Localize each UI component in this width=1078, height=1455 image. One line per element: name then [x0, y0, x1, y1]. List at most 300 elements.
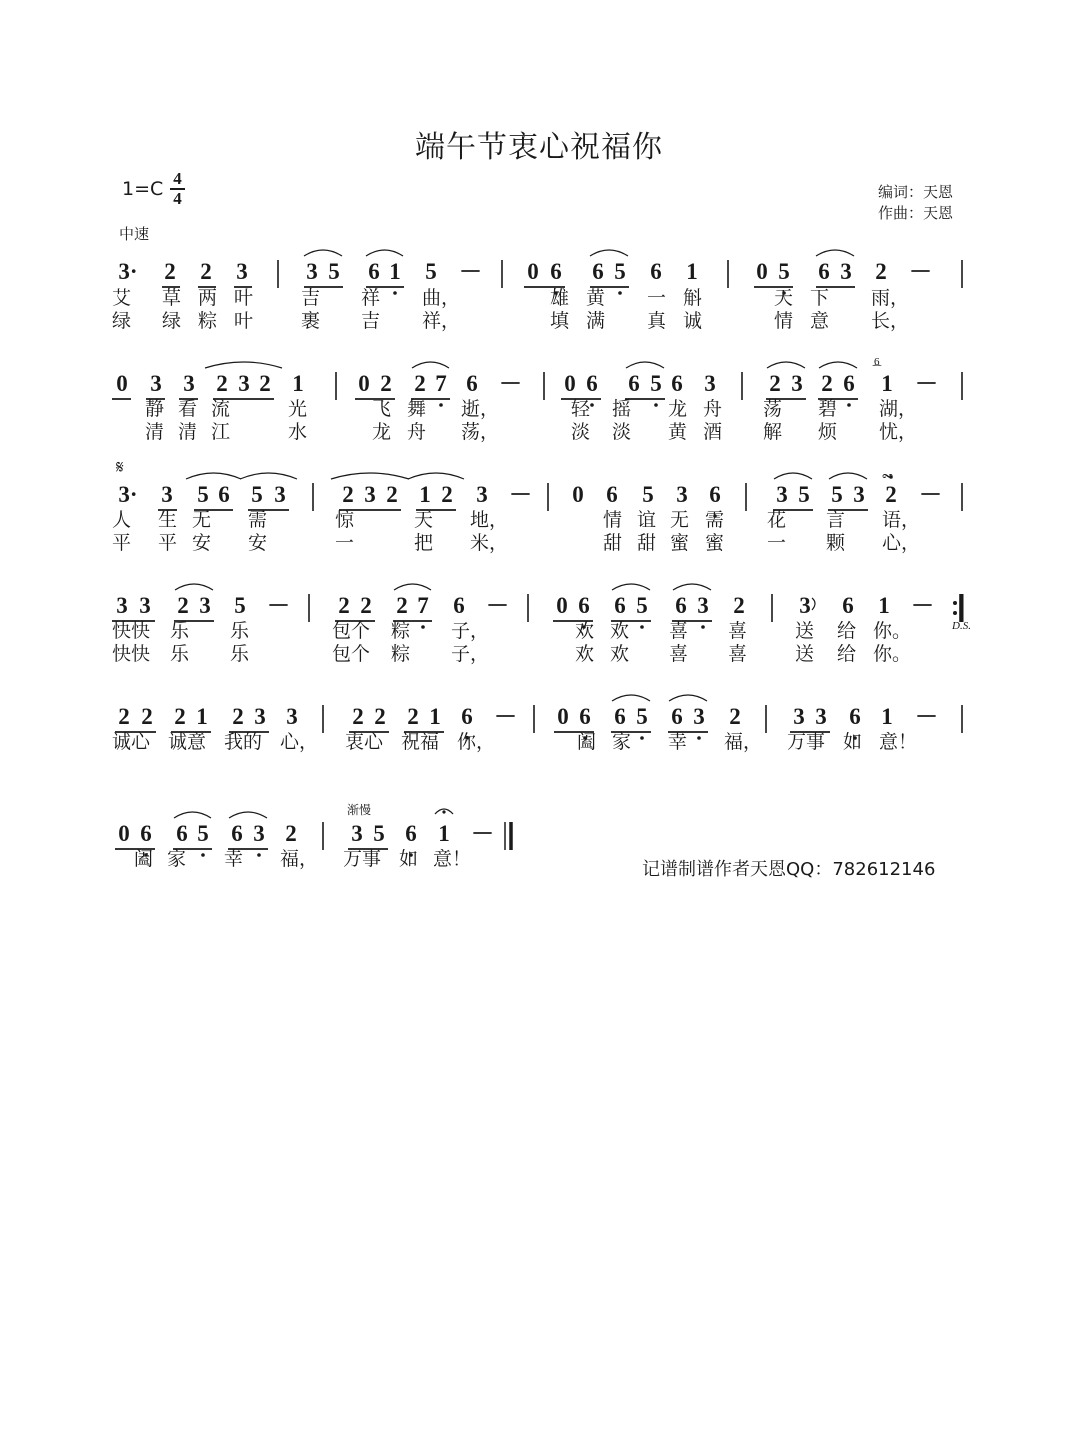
note: 0 — [116, 371, 128, 396]
note: 0 — [118, 821, 130, 846]
lyric-syllable: 甜 — [603, 532, 623, 554]
key-signature: 1=C — [122, 178, 164, 200]
note: 6 — [466, 371, 478, 396]
lyric-syllable: 黄 — [668, 421, 688, 443]
credits — [878, 182, 953, 224]
note: 6 — [579, 704, 591, 729]
note: 7 — [435, 371, 447, 396]
note: 3 — [693, 704, 705, 729]
lyric-syllable: 安 — [192, 532, 212, 554]
note: 3 — [238, 371, 250, 396]
lyric-syllable: 如 — [399, 848, 419, 870]
octave-down-dot — [618, 291, 622, 295]
note: － — [509, 482, 532, 507]
note: 3 — [116, 593, 128, 618]
note: 0 — [557, 704, 569, 729]
note: － — [915, 704, 938, 729]
lyric-syllable: 忧， — [879, 421, 918, 443]
lyric-syllable: 绿 — [112, 310, 132, 332]
lyric-syllable: 语， — [882, 509, 921, 531]
note: 1 — [292, 371, 304, 396]
lyric-syllable: 真 — [647, 310, 667, 332]
lyric-syllable: 江 — [211, 421, 231, 443]
note: 3 — [704, 371, 716, 396]
lyric-syllable: 烦 — [818, 421, 838, 443]
lyric-syllable: 酒 — [703, 421, 723, 443]
lyric-syllable: 叶 — [234, 287, 254, 309]
octave-down-dot — [701, 625, 705, 629]
note: 2 — [821, 371, 833, 396]
note: － — [486, 593, 509, 618]
ds-marking: D.S. — [952, 620, 971, 632]
note: 1 — [419, 482, 431, 507]
lyric-syllable: 光 — [288, 398, 308, 420]
lyric-syllable: 包个 — [332, 643, 371, 665]
tempo-change-marking: 渐慢 — [347, 803, 372, 817]
note: 3 — [799, 593, 811, 618]
score-row — [0, 703, 1078, 833]
lyric-syllable: 需 — [248, 509, 268, 531]
note: 0 — [358, 371, 370, 396]
lyric-syllable: 摇 — [612, 398, 632, 420]
note: 3 — [793, 704, 805, 729]
lyric-syllable: 欢 — [610, 620, 630, 642]
note: 5 — [614, 259, 626, 284]
note: 2 — [285, 821, 297, 846]
note: 5 — [798, 482, 810, 507]
note: 6 — [606, 482, 618, 507]
note: 5 — [636, 593, 648, 618]
note: 2 — [232, 704, 244, 729]
score-row — [0, 820, 1078, 950]
lyric-syllable: 雄 — [550, 287, 570, 309]
note: 2 — [177, 593, 189, 618]
fermata-dot — [442, 810, 445, 813]
lyric-syllable: 蜜 — [670, 532, 690, 554]
lyric-syllable: 地， — [470, 509, 509, 531]
note: 3 — [840, 259, 852, 284]
note: 6 — [849, 704, 861, 729]
note: 1 — [881, 371, 893, 396]
lyric-syllable: 粽 — [391, 620, 411, 642]
lyric-syllable: 你。 — [873, 620, 912, 642]
note: 6 — [218, 482, 230, 507]
note: 6 — [368, 259, 380, 284]
lyric-syllable: 满 — [586, 310, 606, 332]
note: － — [911, 593, 934, 618]
note: 1 — [881, 704, 893, 729]
lyric-syllable: 填 — [550, 310, 570, 332]
note: 3 — [853, 482, 865, 507]
lyric-syllable: 情 — [774, 310, 794, 332]
mordent-mark: 𝆗 — [882, 463, 894, 485]
note: 2 — [441, 482, 453, 507]
note: 5 — [831, 482, 843, 507]
note: 6 — [405, 821, 417, 846]
lyric-syllable: 万事 — [343, 848, 382, 870]
lyric-syllable: 意！ — [879, 731, 918, 753]
note: 2 — [352, 704, 364, 729]
octave-down-dot — [847, 403, 851, 407]
note: － — [909, 259, 932, 284]
lyric-syllable: 无 — [192, 509, 212, 531]
lyric-syllable: 绿 — [162, 310, 182, 332]
octave-down-dot — [393, 291, 397, 295]
lyric-syllable: 送 — [795, 643, 815, 665]
note: 5 — [642, 482, 654, 507]
octave-down-dot — [640, 736, 644, 740]
note: 3 — [199, 593, 211, 618]
lyric-syllable: 乐 — [170, 643, 190, 665]
lyric-syllable: 荡， — [461, 421, 500, 443]
lyric-syllable: 幸 — [224, 848, 244, 870]
lyric-syllable: 天 — [774, 287, 794, 309]
note: 6 — [671, 704, 683, 729]
lyric-syllable: 甜 — [637, 532, 657, 554]
note: 2 — [200, 259, 212, 284]
lyric-syllable: 幸 — [668, 731, 688, 753]
note: 2 — [396, 593, 408, 618]
octave-down-dot — [640, 625, 644, 629]
note: 5 — [778, 259, 790, 284]
note: － — [267, 593, 290, 618]
note: 6 — [709, 482, 721, 507]
lyric-syllable: 人 — [112, 509, 132, 531]
lyric-syllable: 喜 — [728, 620, 748, 642]
octave-down-dot — [439, 403, 443, 407]
lyric-syllable: 阖 — [134, 848, 154, 870]
note: 2 — [342, 482, 354, 507]
note: 1 — [196, 704, 208, 729]
lyric-syllable: 清 — [178, 421, 198, 443]
tempo-marking: 中速 — [119, 225, 150, 243]
note: 1 — [438, 821, 450, 846]
note: 6 — [550, 259, 562, 284]
lyric-syllable: 斛 — [683, 287, 703, 309]
lyric-syllable: 花 — [767, 509, 787, 531]
note: 3 — [676, 482, 688, 507]
note: 6 — [671, 371, 683, 396]
note: 0 — [556, 593, 568, 618]
note: 2 — [733, 593, 745, 618]
lyric-syllable: 两 — [198, 287, 218, 309]
lyric-syllable: 你。 — [873, 643, 912, 665]
note: 3 — [183, 371, 195, 396]
note: 6 — [843, 371, 855, 396]
note: 5 — [234, 593, 246, 618]
lyric-syllable: 万事 — [787, 731, 826, 753]
note: 6 — [461, 704, 473, 729]
lyric-syllable: 意！ — [433, 848, 472, 870]
note: 0 — [527, 259, 539, 284]
lyric-syllable: 家 — [612, 731, 632, 753]
lyric-syllable: 把 — [414, 532, 434, 554]
note: 2 — [360, 593, 372, 618]
lyric-syllable: 荡 — [763, 398, 783, 420]
lyric-syllable: 龙 — [668, 398, 688, 420]
lyric-syllable: 天 — [414, 509, 434, 531]
lyric-syllable: 流 — [211, 398, 231, 420]
lyric-syllable: 诚意 — [168, 731, 207, 753]
lyric-syllable: 快快 — [112, 620, 151, 642]
note: 6 — [586, 371, 598, 396]
note: 5 — [650, 371, 662, 396]
lyric-syllable: 谊 — [637, 509, 657, 531]
octave-down-dot — [697, 736, 701, 740]
lyric-syllable: 静 — [145, 398, 165, 420]
segno-sign: 𝄋 — [116, 457, 124, 477]
lyric-syllable: 平 — [112, 532, 132, 554]
note: 5 — [373, 821, 385, 846]
lyric-syllable: 祥， — [422, 310, 461, 332]
lyric-syllable: 喜 — [728, 643, 748, 665]
note: 3 — [351, 821, 363, 846]
lyric-syllable: 雨， — [871, 287, 910, 309]
repeat-dot — [953, 611, 957, 615]
repeat-dot — [953, 601, 957, 605]
note: 6 — [231, 821, 243, 846]
lyric-syllable: 黄 — [586, 287, 606, 309]
lyric-syllable: 送 — [795, 620, 815, 642]
note: 2 — [380, 371, 392, 396]
lyric-syllable: 言 — [826, 509, 846, 531]
note: 6 — [592, 259, 604, 284]
lyric-syllable: 乐 — [230, 643, 250, 665]
note: 3· — [118, 482, 138, 507]
octave-down-dot — [257, 853, 261, 857]
song-title: 端午节衷心祝福你 — [415, 130, 663, 165]
note: 2 — [769, 371, 781, 396]
lyric-syllable: 衷心 — [345, 731, 384, 753]
note: 5 — [197, 482, 209, 507]
note: 2 — [118, 704, 130, 729]
note: 6 — [453, 593, 465, 618]
lyric-syllable: 清 — [145, 421, 165, 443]
lyric-syllable: 淡 — [571, 421, 591, 443]
slur-mark — [304, 250, 342, 256]
slur-mark — [816, 250, 854, 256]
note: 3 — [253, 821, 265, 846]
lyric-syllable: 如 — [843, 731, 863, 753]
note: － — [471, 821, 494, 846]
lyric-syllable: 阖 — [577, 731, 597, 753]
note: 2 — [164, 259, 176, 284]
lyric-syllable: 需 — [705, 509, 725, 531]
note: 6 — [675, 593, 687, 618]
note: 0 — [564, 371, 576, 396]
note: 1 — [878, 593, 890, 618]
note: 5 — [197, 821, 209, 846]
note: 3 — [476, 482, 488, 507]
lyric-syllable: 曲， — [422, 287, 461, 309]
octave-down-dot — [654, 403, 658, 407]
note: 2 — [407, 704, 419, 729]
note: － — [919, 482, 942, 507]
note: 3 — [274, 482, 286, 507]
note: － — [915, 371, 938, 396]
row-notation-marks — [0, 820, 1078, 950]
lyric-syllable: 心， — [882, 532, 921, 554]
lyric-syllable: 福， — [280, 848, 319, 870]
note: 0 — [756, 259, 768, 284]
lyric-syllable: 快快 — [112, 643, 151, 665]
lyric-syllable: 舟 — [407, 421, 427, 443]
lyric-syllable: 水 — [288, 421, 308, 443]
lyric-syllable: 看 — [178, 398, 198, 420]
note: 3 — [815, 704, 827, 729]
lyric-syllable: 吉 — [361, 310, 381, 332]
note: 6 — [578, 593, 590, 618]
note: 6 — [628, 371, 640, 396]
lyric-syllable: 子， — [451, 643, 490, 665]
lyric-syllable: 生 — [158, 509, 178, 531]
note: 3 — [776, 482, 788, 507]
note: 6 — [818, 259, 830, 284]
note: 3 — [139, 593, 151, 618]
lyric-syllable: 吉 — [301, 287, 321, 309]
note: 3 — [364, 482, 376, 507]
note: 2 — [885, 482, 897, 507]
note: 2 — [374, 704, 386, 729]
lyric-syllable: 你， — [457, 731, 496, 753]
note: 3 — [306, 259, 318, 284]
time-signature-bottom: 4 — [173, 188, 182, 208]
lyric-syllable: 家 — [167, 848, 187, 870]
lyric-syllable: 福， — [724, 731, 763, 753]
note: 6 — [842, 593, 854, 618]
lyric-syllable: 祝福 — [401, 731, 440, 753]
note: 2 — [875, 259, 887, 284]
lyric-syllable: 叶 — [234, 310, 254, 332]
lyric-syllable: 我的 — [224, 731, 263, 753]
lyric-syllable: 情 — [603, 509, 623, 531]
note: － — [499, 371, 522, 396]
lyric-syllable: 给 — [837, 620, 857, 642]
lyric-syllable: 蜜 — [705, 532, 725, 554]
grace-slur-mark: ⁀ — [873, 366, 882, 377]
lyric-syllable: 长， — [871, 310, 910, 332]
octave-down-dot — [421, 625, 425, 629]
note: 5 — [251, 482, 263, 507]
lyric-syllable: 给 — [837, 643, 857, 665]
note: 5 — [425, 259, 437, 284]
lyric-syllable: 颗 — [826, 532, 846, 554]
note: 6 — [140, 821, 152, 846]
note: 1 — [686, 259, 698, 284]
note: 3 — [161, 482, 173, 507]
note: － — [494, 704, 517, 729]
note: 6 — [650, 259, 662, 284]
note: 2 — [174, 704, 186, 729]
lyric-syllable: 心， — [280, 731, 319, 753]
lyric-syllable: 粽 — [391, 643, 411, 665]
slur-mark — [590, 250, 628, 256]
lyric-syllable: 喜 — [669, 643, 689, 665]
note: 3 — [236, 259, 248, 284]
time-signature-top: 4 — [173, 169, 182, 188]
lyric-syllable: 一 — [647, 287, 667, 309]
lyric-syllable: 碧 — [818, 398, 838, 420]
slur-mark — [366, 250, 403, 256]
lyric-syllable: 平 — [158, 532, 178, 554]
octave-down-dot — [201, 853, 205, 857]
note: 5 — [636, 704, 648, 729]
lyric-syllable: 粽 — [198, 310, 218, 332]
lyric-syllable: 逝， — [461, 398, 500, 420]
lyric-syllable: 草 — [162, 287, 182, 309]
lyric-syllable: 一 — [767, 532, 787, 554]
grace-note-mark: 6 — [874, 356, 880, 368]
lyric-syllable: 淡 — [612, 421, 632, 443]
lyric-syllable: 舞 — [407, 398, 427, 420]
lyric-syllable: 惊 — [335, 509, 355, 531]
lyric-syllable: 轻 — [571, 398, 591, 420]
note: 7 — [417, 593, 429, 618]
note: 2 — [216, 371, 228, 396]
time-signature — [170, 170, 185, 208]
lyric-syllable: 祥 — [361, 287, 381, 309]
note: 0 — [572, 482, 584, 507]
note: 3 — [150, 371, 162, 396]
lyric-syllable: 乐 — [230, 620, 250, 642]
note: 3· — [118, 259, 138, 284]
lyric-syllable: 下 — [810, 287, 830, 309]
lyric-syllable: 包个 — [332, 620, 371, 642]
note: 2 — [386, 482, 398, 507]
lyricist-credit: 编词：天恩 — [878, 183, 954, 201]
lyric-syllable: 艾 — [112, 287, 132, 309]
lyric-syllable: 诚 — [683, 310, 703, 332]
note: 3 — [286, 704, 298, 729]
lyric-syllable: 米， — [470, 532, 509, 554]
lyric-syllable: 欢 — [575, 643, 595, 665]
lyric-syllable: 诚心 — [112, 731, 151, 753]
note: 6 — [614, 704, 626, 729]
composer-credit: 作曲：天恩 — [878, 204, 954, 222]
lyric-syllable: 飞 — [372, 398, 392, 420]
note: 6 — [614, 593, 626, 618]
lyric-syllable: 安 — [248, 532, 268, 554]
note: 3 — [697, 593, 709, 618]
octave-down-dot — [590, 403, 594, 407]
note: 3 — [791, 371, 803, 396]
lyric-syllable: 无 — [670, 509, 690, 531]
lyric-syllable: 龙 — [372, 421, 392, 443]
note: 2 — [338, 593, 350, 618]
lyric-syllable: 欢 — [575, 620, 595, 642]
lyric-syllable: 舟 — [703, 398, 723, 420]
note: 1 — [429, 704, 441, 729]
note: － — [459, 259, 482, 284]
note: 3 — [254, 704, 266, 729]
lyric-syllable: 意 — [810, 310, 830, 332]
lyric-syllable: 子， — [451, 620, 490, 642]
note: 6 — [176, 821, 188, 846]
note: 2 — [414, 371, 426, 396]
note: 2 — [259, 371, 271, 396]
lyric-syllable: 欢 — [610, 643, 630, 665]
footer-credit: 记谱制谱作者天恩QQ：782612146 — [642, 859, 936, 880]
lyric-syllable: 湖， — [879, 398, 918, 420]
lyric-syllable: 乐 — [170, 620, 190, 642]
lyric-syllable: 解 — [763, 421, 783, 443]
lyric-syllable: 裹 — [301, 310, 321, 332]
note: 5 — [328, 259, 340, 284]
note: 2 — [729, 704, 741, 729]
note: 1 — [389, 259, 401, 284]
lyric-syllable: 一 — [335, 532, 355, 554]
lyric-syllable: 喜 — [669, 620, 689, 642]
